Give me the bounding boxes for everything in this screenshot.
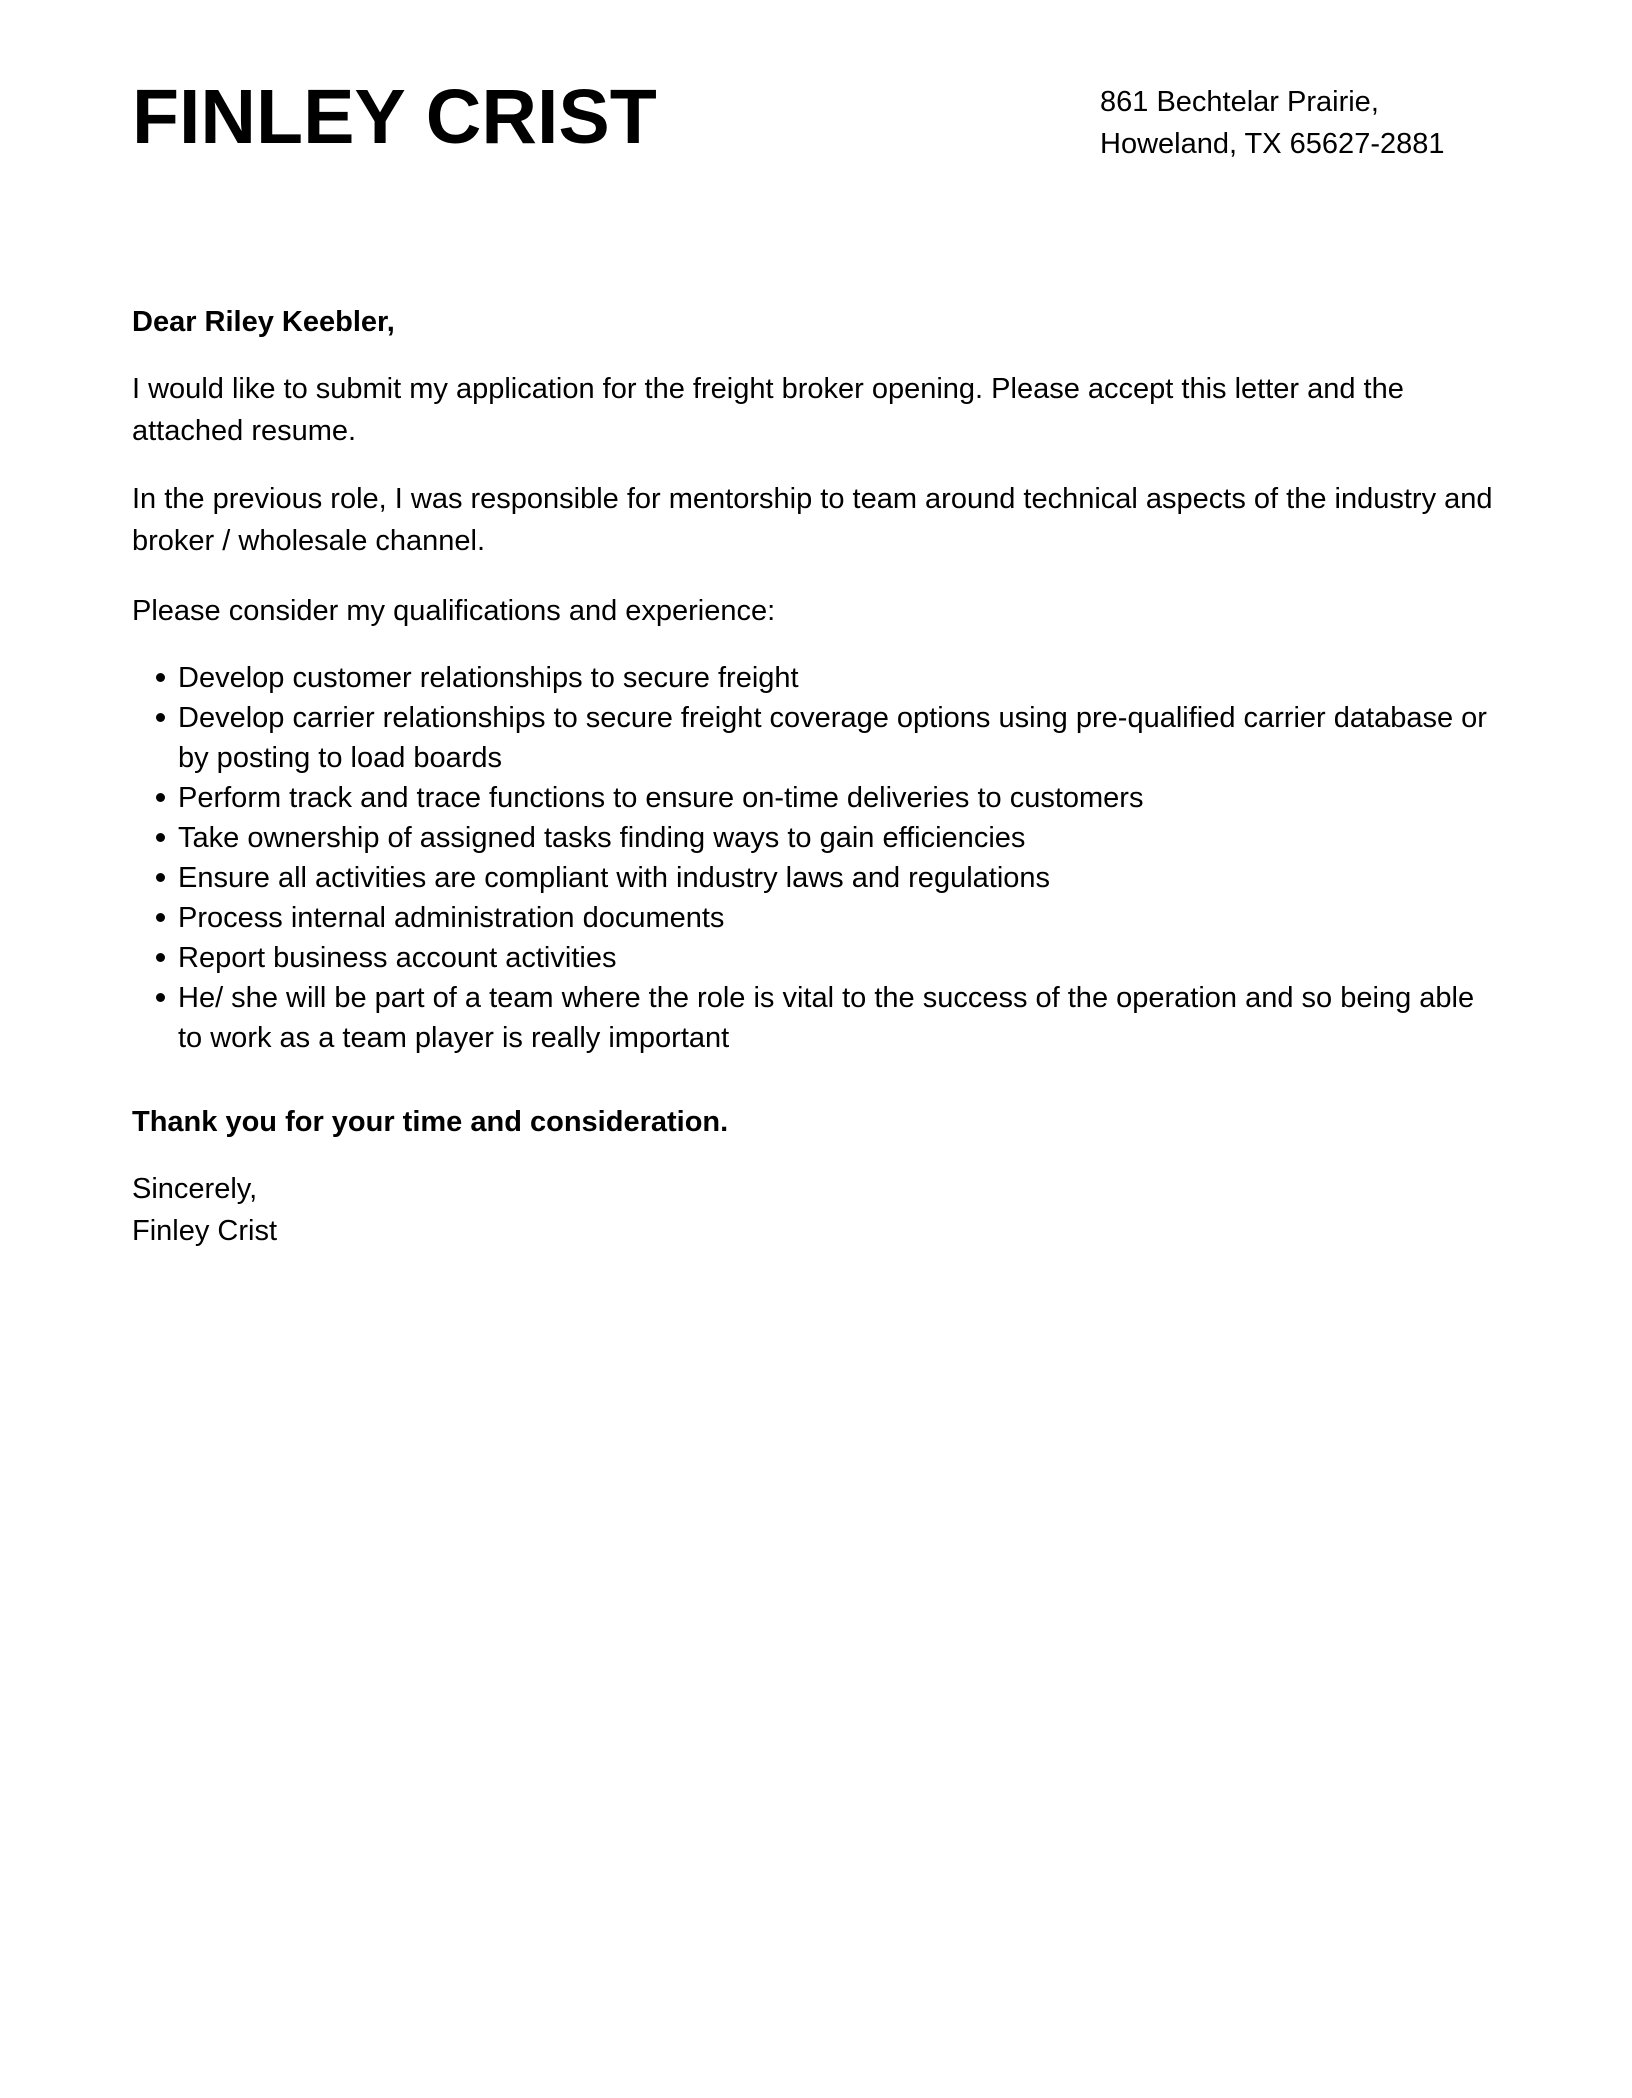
signature-name: Finley Crist (132, 1215, 278, 1247)
address-line-2: Howeland, TX 65627-2881 (1100, 128, 1445, 160)
list-item: Ensure all activities are compliant with industry laws and regulations (132, 858, 1504, 898)
qualifications-list (132, 658, 1504, 1058)
signoff: Sincerely, (132, 1173, 258, 1205)
sender-address (1100, 81, 1445, 165)
list-item: Develop carrier relationships to secure freight coverage options using pre-qualified carrier database or by posting to load boards (132, 698, 1504, 778)
list-item: Perform track and trace functions to ensure on-time deliveries to customers (132, 778, 1504, 818)
page-title: FINLEY CRIST (132, 74, 657, 160)
closing-thanks: Thank you for your time and consideration. (132, 1106, 729, 1138)
previous-role-paragraph: In the previous role, I was responsible for mentorship to team around technical aspects of the industry and broker / wholesale channel. (132, 483, 1493, 557)
address-line-1: 861 Bechtelar Prairie, (1100, 86, 1379, 118)
list-item: He/ she will be part of a team where the role is vital to the success of the operation and so being able to work as a team player is really important (132, 978, 1504, 1058)
list-item: Take ownership of assigned tasks finding ways to gain efficiencies (132, 818, 1504, 858)
list-item: Process internal administration documents (132, 898, 1504, 938)
signature-block (132, 1168, 1504, 1252)
list-item: Develop customer relationships to secure freight (132, 658, 1504, 698)
list-item: Report business account activities (132, 938, 1504, 978)
intro-paragraph: I would like to submit my application for the freight broker opening. Please accept this letter and the attached resume. (132, 373, 1404, 447)
qualifications-lead-in: Please consider my qualifications and experience: (132, 595, 776, 627)
salutation: Dear Riley Keebler, (132, 306, 395, 338)
letter-body (132, 301, 1504, 1252)
